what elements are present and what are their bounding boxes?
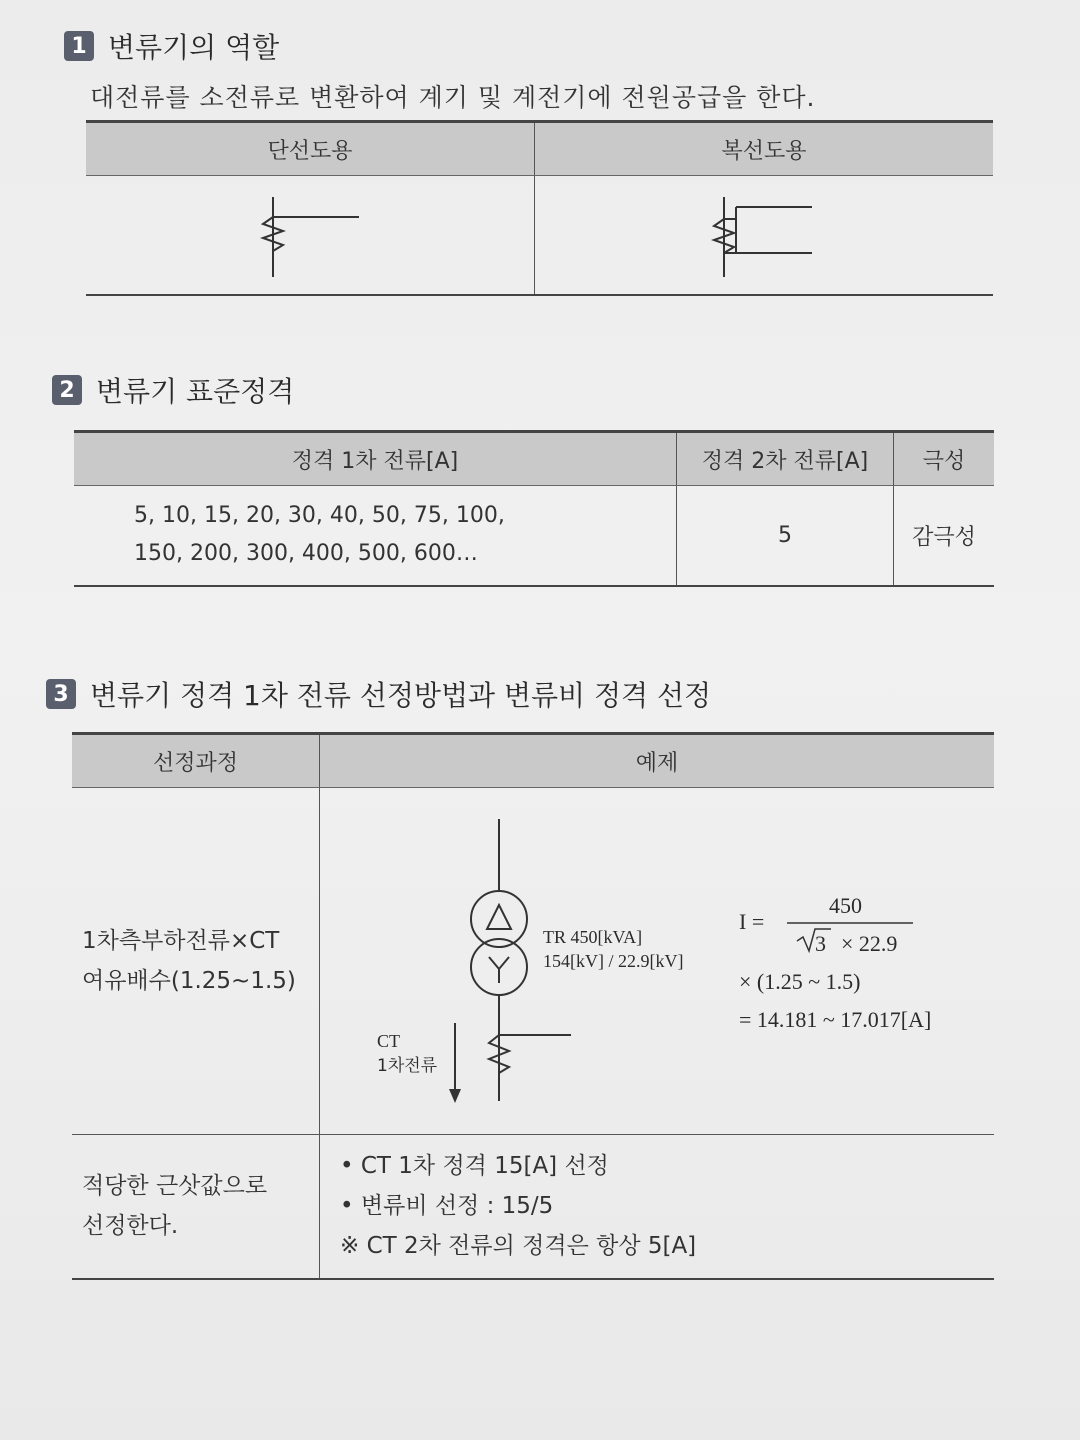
section-1-description: 대전류를 소전류로 변환하여 계기 및 계전기에 전원공급을 한다. bbox=[90, 83, 816, 112]
three-line-ct-symbol bbox=[536, 177, 992, 293]
step-1-line-1: 1차측부하전류×CT bbox=[82, 928, 280, 954]
section-2-title: 변류기 표준정격 bbox=[96, 375, 295, 408]
current-direction-arrow-icon bbox=[449, 1089, 461, 1103]
single-line-ct-symbol-cell bbox=[86, 176, 535, 296]
step-2-cell bbox=[72, 1135, 320, 1279]
section-3-title: 변류기 정격 1차 전류 선정방법과 변류비 정격 선정 bbox=[90, 679, 712, 712]
header-three-line: 복선도용 bbox=[535, 122, 994, 176]
example-diagram-cell bbox=[320, 788, 995, 1135]
section-3-heading bbox=[46, 674, 711, 714]
header-secondary-rating: 정격 2차 전류[A] bbox=[677, 432, 894, 486]
formula-lhs: I = bbox=[739, 909, 765, 934]
section-1-heading bbox=[64, 26, 279, 66]
secondary-rating-cell: 5 bbox=[677, 486, 894, 586]
formula-result: = 14.181 ~ 17.017[A] bbox=[739, 1007, 932, 1032]
step-1-cell bbox=[72, 788, 320, 1135]
formula-sqrt-arg: 3 bbox=[815, 931, 826, 956]
three-line-ct-symbol-cell bbox=[535, 176, 994, 296]
section-2-heading bbox=[52, 370, 294, 410]
section-2-number: 2 bbox=[52, 375, 82, 405]
note-ct-secondary-rating: ※ CT 2차 전류의 정격은 항상 5[A] bbox=[340, 1233, 697, 1260]
primary-ratings-line-1: 5, 10, 15, 20, 30, 40, 50, 75, 100, bbox=[134, 503, 505, 529]
formula-numerator: 450 bbox=[829, 893, 862, 918]
bullet-ct-primary-rating: • CT 1차 정격 15[A] 선정 bbox=[340, 1153, 609, 1180]
polarity-cell: 감극성 bbox=[894, 486, 995, 586]
example-diagram bbox=[321, 789, 993, 1133]
step-2-line-2: 선정한다. bbox=[82, 1213, 179, 1240]
formula-denominator: × 22.9 bbox=[841, 931, 898, 956]
section-1-table bbox=[86, 120, 993, 296]
section-1-number: 1 bbox=[64, 31, 94, 61]
section-2-table bbox=[74, 430, 994, 587]
ct-sub-label: 1차전류 bbox=[377, 1056, 438, 1076]
primary-ratings-line-2: 150, 200, 300, 400, 500, 600… bbox=[134, 541, 478, 567]
selection-result-cell bbox=[320, 1135, 995, 1279]
tr-label-line-2: 154[kV] / 22.9[kV] bbox=[543, 951, 684, 971]
header-primary-rating: 정격 1차 전류[A] bbox=[74, 432, 677, 486]
section-3-table bbox=[72, 732, 994, 1280]
section-3-number: 3 bbox=[46, 679, 76, 709]
header-example: 예제 bbox=[320, 734, 995, 788]
header-selection-process: 선정과정 bbox=[72, 734, 320, 788]
section-1-title: 변류기의 역할 bbox=[108, 31, 280, 64]
step-2-line-1: 적당한 근삿값으로 bbox=[82, 1173, 268, 1200]
step-1-line-2: 여유배수(1.25~1.5) bbox=[82, 968, 296, 994]
formula-multiplier: × (1.25 ~ 1.5) bbox=[739, 969, 861, 994]
header-single-line: 단선도용 bbox=[86, 122, 535, 176]
primary-ratings-cell bbox=[74, 486, 677, 586]
single-line-ct-symbol bbox=[87, 177, 533, 293]
tr-label-line-1: TR 450[kVA] bbox=[543, 927, 643, 947]
header-polarity: 극성 bbox=[894, 432, 995, 486]
bullet-ct-ratio: • 변류비 선정 : 15/5 bbox=[340, 1193, 554, 1220]
ct-label: CT bbox=[377, 1031, 401, 1051]
